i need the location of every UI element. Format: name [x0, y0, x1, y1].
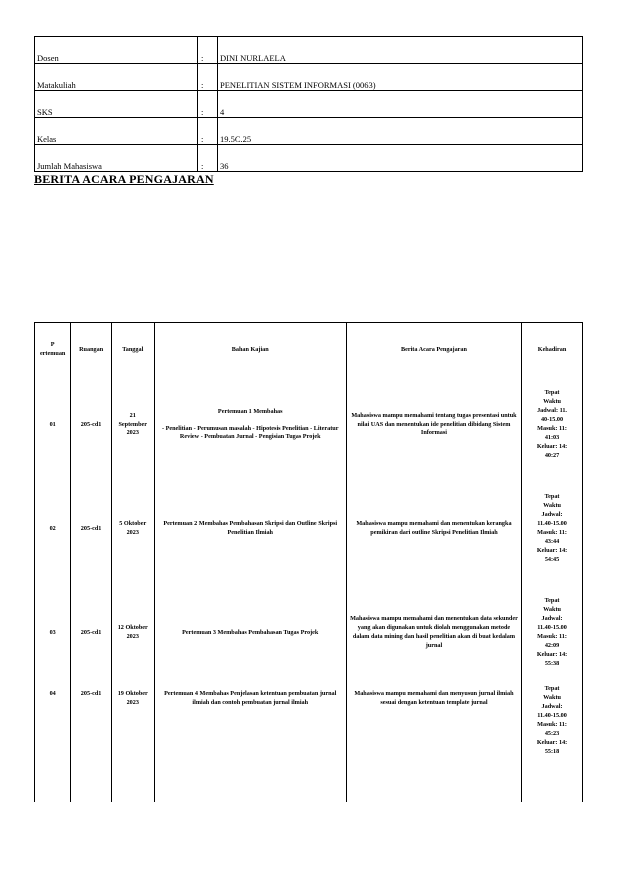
table-row: [35, 581, 583, 685]
header-bahan-kajian: Bahan Kajian: [154, 323, 346, 374]
tanggal-line: 2023: [126, 698, 139, 706]
cell-bahan-kajian: [154, 581, 346, 685]
tanggal-line: 2023: [126, 429, 139, 437]
tanggal-line: 5 Oktober: [119, 520, 147, 528]
cell-pertemuan: 02: [35, 477, 71, 581]
kehadiran-line: Keluar: 14:: [536, 442, 568, 450]
kehadiran-line: 54:45: [544, 555, 560, 563]
cell-ruangan: 205-cd1: [71, 477, 112, 581]
kehadiran-line: Masuk: 11:: [537, 633, 567, 640]
cell-berita-acara: Mahasiswa mampu memahami tentang tugas presentasi untuk nilai UAS dan menentukan ide penelitian dibidang Sistem Informasi: [346, 373, 521, 477]
info-label: SKS: [35, 91, 198, 118]
kehadiran-line: Waktu: [543, 693, 561, 701]
info-value: DINI NURLAELA: [218, 37, 583, 64]
tanggal-line: 2023: [126, 529, 139, 536]
course-info-table: [34, 36, 583, 172]
info-value: 19.5C.25: [218, 118, 583, 145]
page-title: BERITA ACARA PENGAJARAN: [34, 172, 214, 186]
cell-tanggal: [111, 581, 154, 685]
info-colon: :: [198, 145, 218, 172]
kehadiran-line: 40:27: [544, 451, 560, 459]
info-row: [35, 145, 583, 172]
bahan-title: Pertemuan 2 Membahas Pembahasan Skripsi dan Outline Skripsi Penelitian Ilmiah: [163, 520, 338, 536]
info-row: [35, 37, 583, 64]
info-value: 4: [218, 91, 583, 118]
kehadiran-line: Waktu: [543, 502, 561, 510]
info-colon: :: [198, 64, 218, 91]
kehadiran-line: 42:09: [544, 641, 560, 649]
bahan-title: Pertemuan 4 Membahas Penjelasan ketentuan pembuatan jurnal ilmiah dan contoh pembuatan jurnal ilmiah: [164, 690, 337, 706]
kehadiran-line: 11.40-15.00: [537, 520, 567, 528]
info-colon: :: [198, 91, 218, 118]
cell-pertemuan: 04: [35, 685, 71, 802]
table-row: [35, 685, 583, 802]
tanggal-line: 2023: [126, 633, 139, 640]
kehadiran-line: Jadwal:: [541, 511, 563, 519]
info-colon: :: [198, 118, 218, 145]
cell-tanggal: [111, 477, 154, 581]
table-row: [35, 373, 583, 477]
kehadiran-line: 11.40-15.00: [537, 711, 567, 719]
kehadiran-line: Masuk: 11:: [537, 529, 567, 536]
kehadiran-line: Tepat: [544, 389, 560, 397]
cell-bahan-kajian: [154, 477, 346, 581]
kehadiran-line: 55:18: [544, 747, 560, 755]
kehadiran-line: 40-15.00: [540, 416, 564, 424]
cell-bahan-kajian: [154, 685, 346, 802]
cell-kehadiran: [522, 373, 583, 477]
header-kehadiran: Kehadiran: [522, 323, 583, 374]
kehadiran-line: 43:44: [544, 537, 560, 545]
cell-pertemuan: 01: [35, 373, 71, 477]
cell-berita-acara: Mahasiswa mampu memahami dan menentukan kerangka pemikiran dari outline Skripsi Penelitian Ilmiah: [346, 477, 521, 581]
header-berita-acara: Berita Acara Pengajaran: [346, 323, 521, 374]
cell-berita-acara: Mahasiswa mampu memahami dan menentukan data sekunder yang akan digunakan untuk diolah menggunakan metode dalam data mining dan hasil penelitian akan di buat kedalam jurnal: [346, 581, 521, 685]
kehadiran-line: Tepat: [544, 685, 560, 692]
tanggal-line: 12 Oktober: [117, 624, 148, 632]
info-row: [35, 64, 583, 91]
cell-ruangan: 205-cd1: [71, 685, 112, 802]
bahan-title: Pertemuan 1 Membahas: [217, 407, 283, 415]
header-pertemuan-top: P: [50, 341, 55, 349]
attendance-table: [34, 322, 583, 802]
tanggal-line: 19 Oktober: [117, 690, 148, 697]
info-row: [35, 118, 583, 145]
info-colon: :: [198, 37, 218, 64]
info-value: PENELITIAN SISTEM INFORMASI (0063): [218, 64, 583, 91]
kehadiran-line: Tepat: [544, 597, 560, 605]
kehadiran-line: 45:23: [544, 729, 560, 737]
cell-bahan-kajian: [154, 373, 346, 477]
cell-berita-acara: Mahasiswa mampu memahami dan menyusun jurnal ilmiah sesuai dengan ketentuan template jurnal: [346, 685, 521, 802]
kehadiran-line: Jadwal: 11.: [537, 407, 567, 415]
bahan-title: Pertemuan 3 Membahas Pembahasan Tugas Projek: [182, 628, 319, 636]
kehadiran-line: Waktu: [543, 398, 561, 406]
cell-kehadiran: [522, 685, 583, 802]
kehadiran-line: 11.40-15.00: [537, 624, 567, 632]
kehadiran-line: Masuk: 11:: [537, 425, 567, 432]
info-label: Matakuliah: [35, 64, 198, 91]
kehadiran-line: Tepat: [544, 493, 560, 501]
header-ruangan: Ruangan: [71, 323, 112, 374]
header-pertemuan: [35, 323, 71, 374]
info-label: Jumlah Mahasiswa: [35, 145, 198, 172]
cell-kehadiran: [522, 581, 583, 685]
table-header-row: [35, 323, 583, 374]
cell-pertemuan: 03: [35, 581, 71, 685]
header-tanggal: Tanggal: [111, 323, 154, 374]
info-value: 36: [218, 145, 583, 172]
cell-ruangan: 205-cd1: [71, 581, 112, 685]
kehadiran-line: 55:38: [544, 659, 560, 667]
cell-tanggal: [111, 685, 154, 802]
table-row: [35, 477, 583, 581]
kehadiran-line: Jadwal:: [541, 615, 563, 623]
kehadiran-line: Masuk: 11:: [537, 720, 567, 728]
kehadiran-line: Jadwal:: [541, 702, 563, 710]
kehadiran-line: Keluar: 14:: [536, 546, 568, 554]
bahan-detail: - Penelitian - Perumusan masalah - Hipotesis Penelitian - Literatur Review - Pembuatan Jurnal - Pengisian Tugas Projek: [161, 424, 339, 441]
cell-ruangan: 205-cd1: [71, 373, 112, 477]
cell-kehadiran: [522, 477, 583, 581]
kehadiran-line: Keluar: 14:: [536, 738, 568, 746]
cell-tanggal: [111, 373, 154, 477]
kehadiran-line: Waktu: [543, 606, 561, 614]
kehadiran-line: 41:03: [544, 433, 560, 441]
tanggal-line: 21: [129, 411, 136, 419]
kehadiran-line: Keluar: 14:: [536, 650, 568, 658]
info-label: Kelas: [35, 118, 198, 145]
info-label: Dosen: [35, 37, 198, 64]
tanggal-line: September: [118, 420, 148, 428]
info-row: [35, 91, 583, 118]
header-pertemuan-bottom: ertemuan: [39, 350, 66, 357]
